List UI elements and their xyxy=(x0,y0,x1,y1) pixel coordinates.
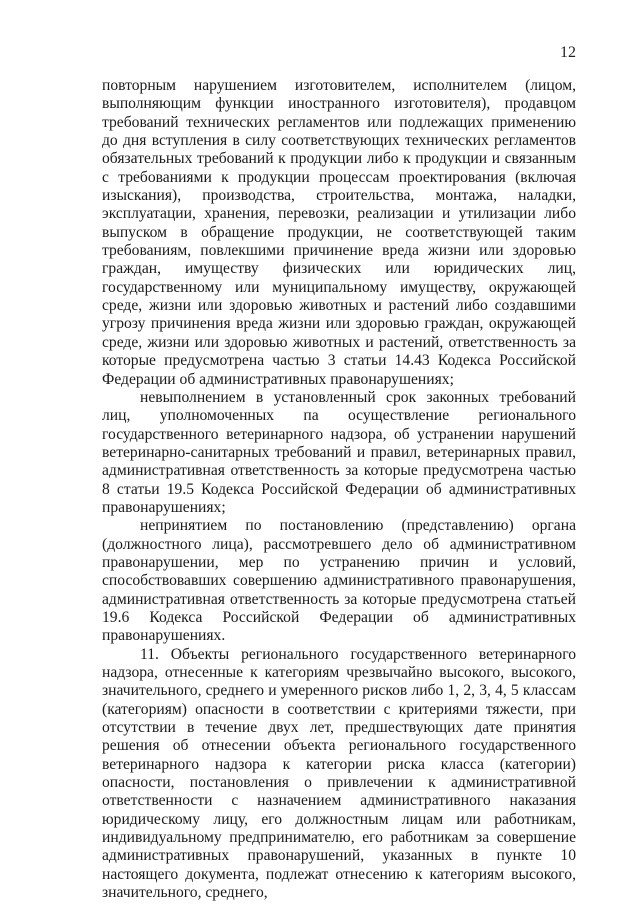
paragraph-item-11: 11. Объекты регионального государственного ветеринарного надзора, отнесенные к категориям чрезвычайно высокого, высокого, значительного, среднего и умеренного рисков либо 1, 2, 3, 4, 5 классам (категориям) опасности в соответствии с критериями тяжести, при отсутствии в течение двух лет, предшествующих дате принятия решения об отнесении объекта регионального государственного ветеринарного надзора к категории риска класса (категории) опасности, постановления о привлечении к административной ответственности с назначением административного наказания юридическому лицу, его должностным лицам или работникам, индивидуальному предпринимателю, его работникам за совершение административных правонарушений, указанных в пункте 10 настоящего документа, подлежат отнесению к категориям высокого, значительного, среднего, xyxy=(102,645,576,902)
paragraph-failure-to-act: непринятием по постановлению (представлению) органа (должностного лица), рассмотревшего дело об административном правонарушении, мер по устранению причин и условий, способствовавших совершению административного правонарушения, административная ответственность за которые предусмотрена статьей 19.6 Кодекса Российской Федерации об административных правонарушениях. xyxy=(102,517,576,645)
paragraph-repeated-violation: повторным нарушением изготовителем, исполнителем (лицом, выполняющим функции иностранного изготовителя), продавцом требований технических регламентов или подлежащих применению до дня вступления в силу соответствующих технических регламентов обязательных требований к продукции либо к продукции и связанным с требованиями к продукции процессам проектирования (включая изыскания), производства, строительства, монтажа, наладки, эксплуатации, хранения, перевозки, реализации и утилизации либо выпуском в обращение продукции, не соответствующей таким требованиям, повлекшими причинение вреда жизни или здоровью граждан, имуществу физических или юридических лиц, государственному или муниципальному имуществу, окружающей среде, жизни или здоровью животных и растений либо создавшими угрозу причинения вреда жизни или здоровью граждан, окружающей среде, жизни или здоровью животных и растений, ответственность за которые предусмотрена частью 3 статьи 14.43 Кодекса Российской Федерации об административных правонарушениях; xyxy=(102,77,576,388)
page-number: 12 xyxy=(560,44,576,61)
document-body xyxy=(102,77,576,902)
paragraph-failure-to-comply: невыполнением в установленный срок законных требований лиц, уполномоченных па осуществление регионального государственного ветеринарного надзора, об устранении нарушений ветеринарно-санитарных требований и правил, ветеринарных правил, административная ответственность за которые предусмотрена частью 8 статьи 19.5 Кодекса Российской Федерации об административных правонарушениях; xyxy=(102,388,576,516)
